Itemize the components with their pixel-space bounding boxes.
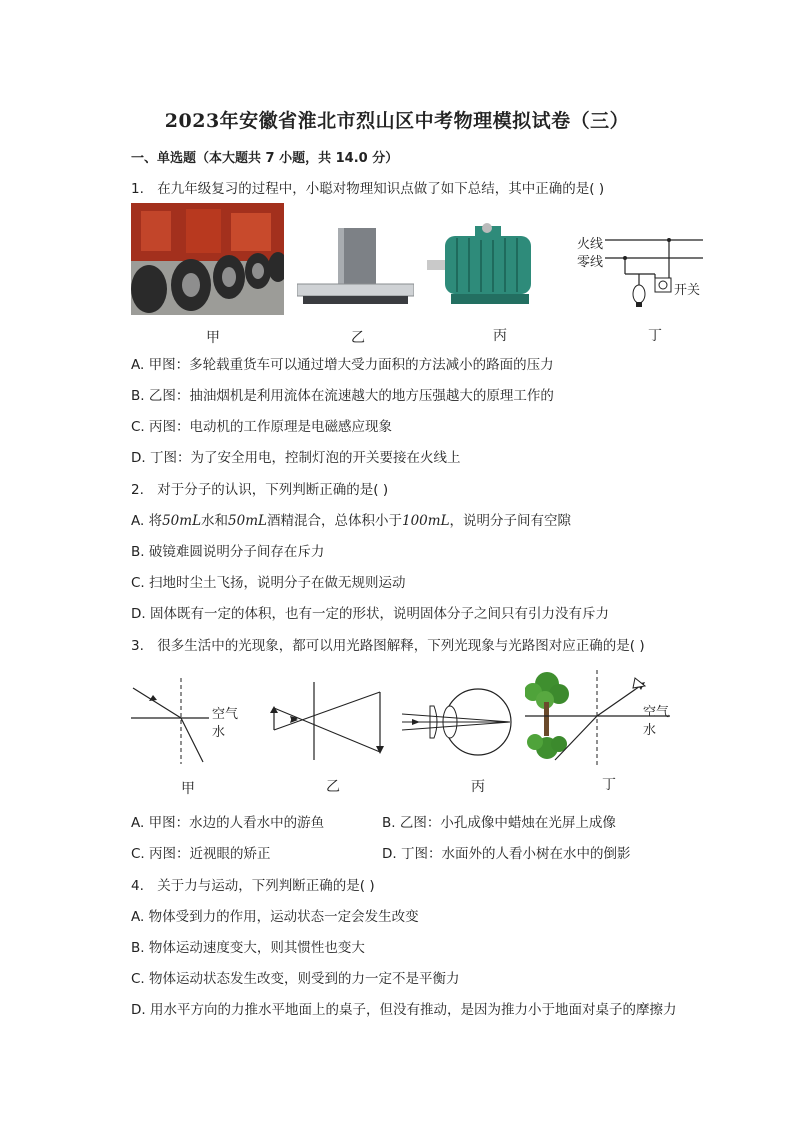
question-number: 2. — [131, 482, 144, 498]
caption-ding: 丁 — [648, 328, 662, 344]
option-text: 酒精混合，总体积小于 — [267, 513, 402, 529]
q3-option-a[interactable]: A. 甲图：水边的人看水中的游鱼 — [131, 815, 325, 831]
q3-option-c[interactable]: C. 丙图：近视眼的矫正 — [131, 846, 271, 862]
option-text: A. 将 — [131, 513, 163, 529]
question-stem: 在九年级复习的过程中，小聪对物理知识点做了如下总结，其中正确的是( ) — [157, 181, 605, 197]
question-stem: 对于分子的认识，下列判断正确的是( ) — [157, 482, 389, 498]
label-water-2: 水 — [643, 723, 657, 738]
caption-bing: 丙 — [493, 328, 507, 344]
volume-value: 50mL — [162, 513, 202, 529]
q2-option-a[interactable] — [131, 509, 571, 529]
q2-option-c[interactable]: C. 扫地时尘土飞扬，说明分子在做无规则运动 — [131, 575, 406, 591]
caption-yi-2: 乙 — [326, 779, 340, 795]
question-number: 4. — [131, 878, 144, 894]
live-wire-label: 火线 — [577, 237, 604, 252]
question-number: 3. — [131, 638, 144, 654]
eye-lens-diagram-bing — [402, 684, 514, 760]
question-stem: 很多生活中的光现象，都可以用光路图解释，下列光现象与光路图对应正确的是( ) — [157, 638, 645, 654]
neutral-wire-label: 零线 — [577, 255, 604, 270]
question-2 — [131, 478, 388, 498]
label-air-2: 空气 — [643, 705, 670, 720]
q2-option-b[interactable]: B. 破镜难圆说明分子间存在斥力 — [131, 544, 325, 560]
q4-option-d[interactable]: D. 用水平方向的力推水平地面上的桌子，但没有推动，是因为推力小于地面对桌子的摩擦力 — [131, 1002, 677, 1018]
electric-motor-image — [427, 222, 545, 307]
refraction-diagram-jia — [131, 678, 246, 768]
option-text: ，说明分子间有空隙 — [449, 513, 572, 529]
option-text: 水和 — [201, 513, 229, 529]
q1-option-a[interactable]: A. 甲图：多轮载重货车可以通过增大受力面积的方法减小的路面的压力 — [131, 357, 554, 373]
caption-bing-2: 丙 — [471, 779, 485, 795]
q3-option-b[interactable]: B. 乙图：小孔成像中蜡烛在光屏上成像 — [382, 815, 616, 831]
q3-option-d[interactable]: D. 丁图：水面外的人看小树在水中的倒影 — [382, 846, 631, 862]
caption-ding-2: 丁 — [602, 777, 616, 793]
q4-option-a[interactable]: A. 物体受到力的作用，运动状态一定会发生改变 — [131, 909, 419, 925]
section-heading: 一、单选题（本大题共 7 小题，共 14.0 分） — [131, 151, 399, 166]
question-4 — [131, 874, 375, 894]
volume-value: 100mL — [402, 513, 450, 529]
q1-option-d[interactable]: D. 丁图：为了安全用电，控制灯泡的开关要接在火线上 — [131, 450, 461, 466]
switch-label: 开关 — [674, 283, 701, 298]
label-air: 空气 — [212, 707, 239, 722]
caption-jia-2: 甲 — [181, 781, 195, 797]
truck-photo — [131, 203, 284, 315]
question-1 — [131, 177, 604, 197]
caption-jia: 甲 — [206, 330, 220, 346]
label-water: 水 — [212, 725, 226, 740]
range-hood-image — [297, 228, 414, 308]
pinhole-diagram-yi — [268, 680, 388, 762]
q4-option-c[interactable]: C. 物体运动状态发生改变，则受到的力一定不是平衡力 — [131, 971, 460, 987]
q1-option-c[interactable]: C. 丙图：电动机的工作原理是电磁感应现象 — [131, 419, 393, 435]
q1-option-b[interactable]: B. 乙图：抽油烟机是利用流体在流速越大的地方压强越大的原理工作的 — [131, 388, 554, 404]
q2-option-d[interactable]: D. 固体既有一定的体积，也有一定的形状，说明固体分子之间只有引力没有斥力 — [131, 606, 609, 622]
volume-value: 50mL — [228, 513, 267, 529]
q4-option-b[interactable]: B. 物体运动速度变大，则其惯性也变大 — [131, 940, 365, 956]
page-title: 2023年安徽省淮北市烈山区中考物理模拟试卷（三） — [164, 110, 630, 132]
question-3 — [131, 634, 645, 654]
question-stem: 关于力与运动，下列判断正确的是( ) — [157, 878, 375, 894]
question-number: 1. — [131, 181, 144, 197]
caption-yi: 乙 — [351, 330, 365, 346]
